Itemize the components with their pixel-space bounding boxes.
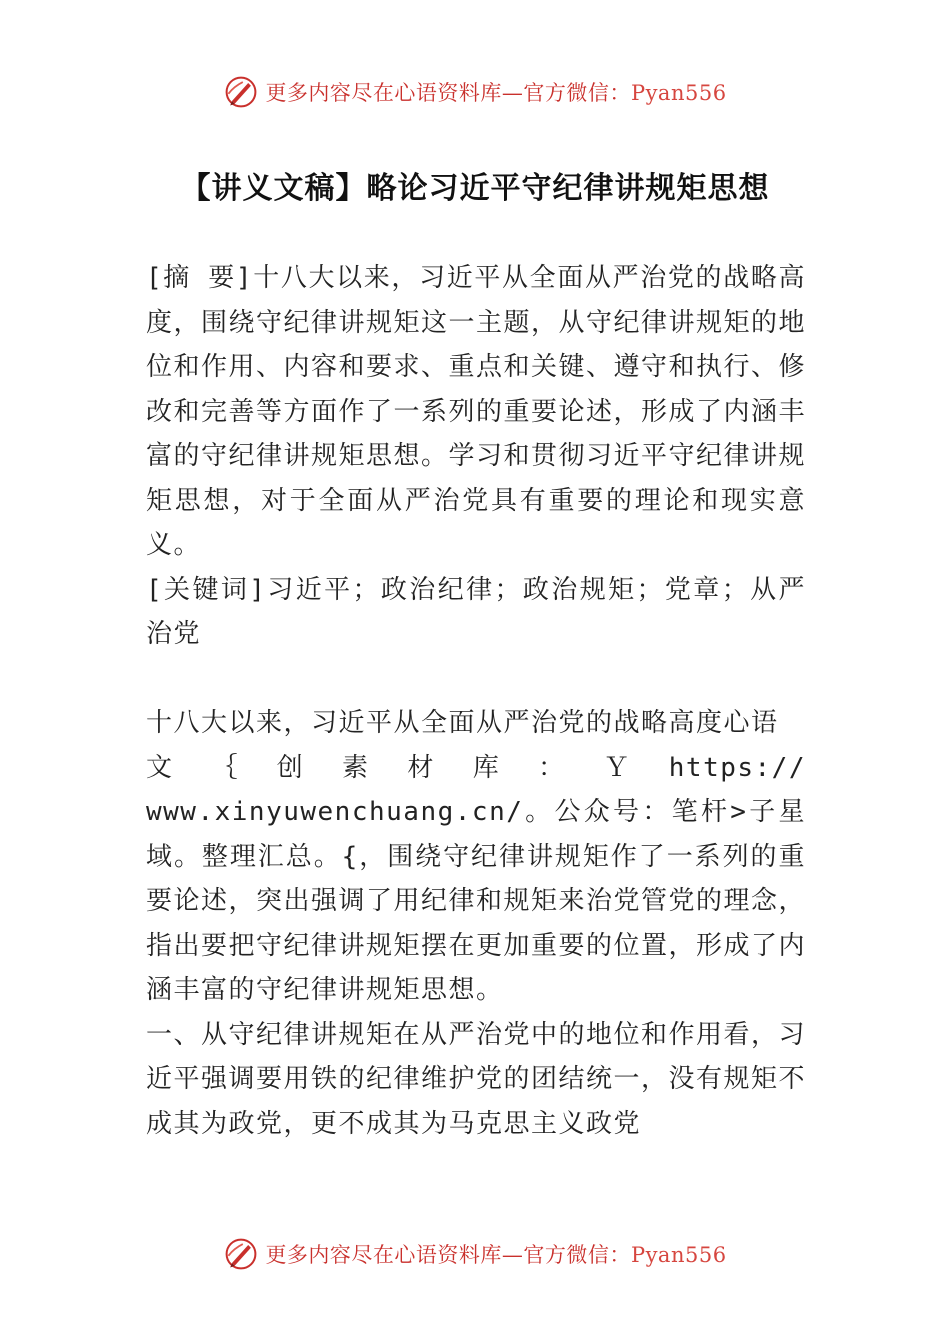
- header-wechat-id: Pyan556: [630, 81, 727, 105]
- header-banner: [0, 70, 950, 114]
- section-1-paragraph: 一、从守纪律讲规矩在从严治党中的地位和作用看，习近平强调要用铁的纪律维护党的团结统一，没有规矩不成其为政党，更不成其为马克思主义政党: [146, 1019, 807, 1139]
- pen-logo-icon: [223, 74, 259, 110]
- paragraph-spacer: [146, 657, 806, 702]
- intro-paragraph: www.xinyuwenchuang.cn/。公众号：笔杆>子星域。整理汇总。{，围绕守纪律讲规矩作了一系列的重要论述，突出强调了用纪律和规矩来治党管党的理念，指出要把守纪律讲规矩摆在更加重要的位置，形成了内涵丰富的守纪律讲规矩思想。: [146, 797, 807, 1005]
- pen-logo-icon: [223, 1236, 259, 1272]
- abstract-paragraph: [摘 要]十八大以来，习近平从全面从严治党的战略高度，围绕守纪律讲规矩这一主题，从守纪律讲规矩的地位和作用、内容和要求、重点和关键、遵守和执行、修改和完善等方面作了一系列的重要论述，形成了内涵丰富的守纪律讲规矩思想。学习和贯彻习近平守纪律讲规矩思想，对于全面从严治党具有重要的理论和现实意义。: [146, 263, 807, 560]
- intro-line-1: 十八大以来，习近平从全面从严治党的战略高度心语: [146, 708, 779, 738]
- footer-banner: [0, 1232, 950, 1276]
- footer-banner-text: 更多内容尽在心语资料库—官方微信：Pyan556: [265, 1243, 727, 1267]
- keywords-paragraph: [关键词]习近平；政治纪律；政治规矩；党章；从严治党: [146, 574, 806, 649]
- footer-wechat-id: Pyan556: [630, 1243, 727, 1267]
- header-banner-text: 更多内容尽在心语资料库—官方微信：Pyan556: [265, 81, 727, 105]
- document-body: [146, 256, 806, 1146]
- document-title: 【讲义文稿】略论习近平守纪律讲规矩思想: [180, 171, 770, 206]
- intro-line-2: 文 ｛ 创 素 材 库 ： Ｙ https://: [146, 752, 806, 783]
